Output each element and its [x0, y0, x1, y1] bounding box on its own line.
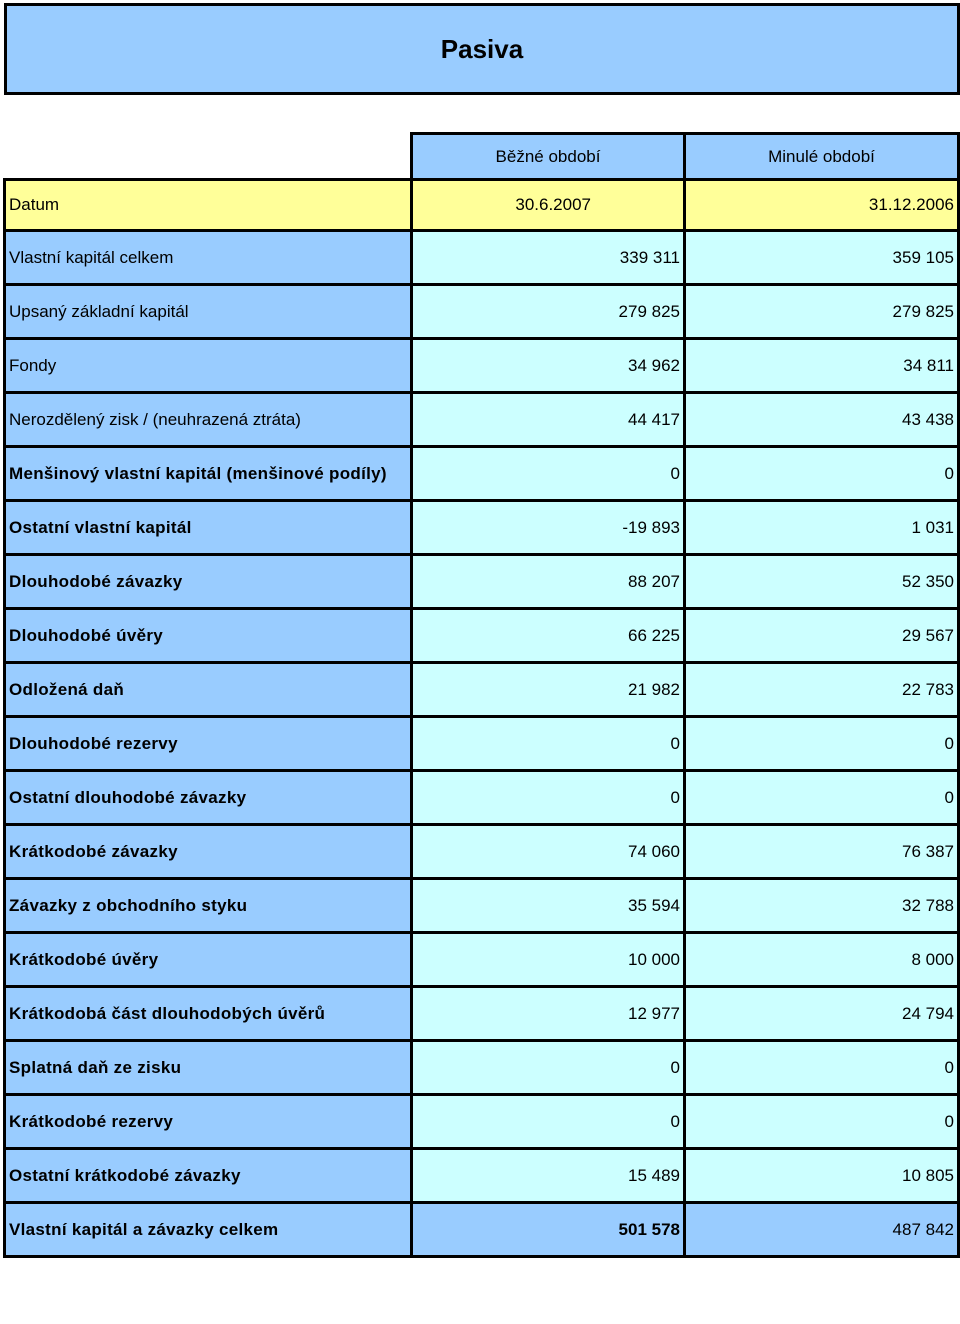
row-current-value: 21 982	[412, 663, 685, 717]
row-previous-value: 1 031	[685, 501, 959, 555]
table-row	[5, 1149, 959, 1203]
page-title: Pasiva	[4, 3, 960, 95]
row-label: Dlouhodobé závazky	[5, 555, 412, 609]
row-previous-value: 359 105	[685, 231, 959, 285]
row-label: Fondy	[5, 339, 412, 393]
balance-sheet-table	[3, 132, 960, 1258]
row-label: Nerozdělený zisk / (neuhrazená ztráta)	[5, 393, 412, 447]
total-row	[5, 1203, 959, 1257]
table-row	[5, 933, 959, 987]
date-label: Datum	[5, 180, 412, 231]
row-previous-value: 76 387	[685, 825, 959, 879]
row-previous-value: 279 825	[685, 285, 959, 339]
date-previous: 31.12.2006	[685, 180, 959, 231]
row-label: Ostatní dlouhodobé závazky	[5, 771, 412, 825]
table-row	[5, 987, 959, 1041]
row-previous-value: 43 438	[685, 393, 959, 447]
table-row	[5, 393, 959, 447]
row-current-value: 12 977	[412, 987, 685, 1041]
row-label: Menšinový vlastní kapitál (menšinové podíly)	[5, 447, 412, 501]
row-current-value: 0	[412, 771, 685, 825]
row-previous-value: 34 811	[685, 339, 959, 393]
table-row	[5, 555, 959, 609]
table-row	[5, 879, 959, 933]
row-current-value: 339 311	[412, 231, 685, 285]
row-label: Krátkodobé závazky	[5, 825, 412, 879]
header-current-period: Běžné období	[412, 134, 685, 180]
table-row	[5, 717, 959, 771]
row-current-value: 74 060	[412, 825, 685, 879]
table-row	[5, 231, 959, 285]
header-spacer	[5, 134, 412, 180]
table-row	[5, 501, 959, 555]
row-current-value: 34 962	[412, 339, 685, 393]
row-label: Dlouhodobé úvěry	[5, 609, 412, 663]
row-label: Ostatní krátkodobé závazky	[5, 1149, 412, 1203]
table-row	[5, 825, 959, 879]
row-current-value: 279 825	[412, 285, 685, 339]
row-current-value: -19 893	[412, 501, 685, 555]
row-label: Dlouhodobé rezervy	[5, 717, 412, 771]
row-label: Vlastní kapitál celkem	[5, 231, 412, 285]
row-current-value: 0	[412, 447, 685, 501]
table-row	[5, 1041, 959, 1095]
row-previous-value: 32 788	[685, 879, 959, 933]
row-previous-value: 24 794	[685, 987, 959, 1041]
table-row	[5, 285, 959, 339]
row-previous-value: 487 842	[685, 1203, 959, 1257]
row-previous-value: 8 000	[685, 933, 959, 987]
row-previous-value: 0	[685, 771, 959, 825]
table-row	[5, 339, 959, 393]
row-label: Vlastní kapitál a závazky celkem	[5, 1203, 412, 1257]
table-row	[5, 771, 959, 825]
table-row	[5, 447, 959, 501]
row-label: Ostatní vlastní kapitál	[5, 501, 412, 555]
row-current-value: 10 000	[412, 933, 685, 987]
row-previous-value: 0	[685, 447, 959, 501]
date-row	[5, 180, 959, 231]
row-label: Odložená daň	[5, 663, 412, 717]
row-label: Krátkodobé rezervy	[5, 1095, 412, 1149]
row-label: Krátkodobé úvěry	[5, 933, 412, 987]
row-previous-value: 0	[685, 717, 959, 771]
row-current-value: 0	[412, 1095, 685, 1149]
header-previous-period: Minulé období	[685, 134, 959, 180]
row-previous-value: 29 567	[685, 609, 959, 663]
column-header-row	[5, 134, 959, 180]
row-label: Krátkodobá část dlouhodobých úvěrů	[5, 987, 412, 1041]
table-row	[5, 609, 959, 663]
row-current-value: 66 225	[412, 609, 685, 663]
row-previous-value: 0	[685, 1041, 959, 1095]
row-current-value: 15 489	[412, 1149, 685, 1203]
row-current-value: 44 417	[412, 393, 685, 447]
row-label: Upsaný základní kapitál	[5, 285, 412, 339]
row-previous-value: 22 783	[685, 663, 959, 717]
row-previous-value: 0	[685, 1095, 959, 1149]
row-current-value: 88 207	[412, 555, 685, 609]
date-current: 30.6.2007	[412, 180, 685, 231]
row-current-value: 0	[412, 1041, 685, 1095]
row-previous-value: 52 350	[685, 555, 959, 609]
row-previous-value: 10 805	[685, 1149, 959, 1203]
table-row	[5, 1095, 959, 1149]
row-label: Splatná daň ze zisku	[5, 1041, 412, 1095]
row-current-value: 0	[412, 717, 685, 771]
row-current-value: 501 578	[412, 1203, 685, 1257]
row-current-value: 35 594	[412, 879, 685, 933]
table-row	[5, 663, 959, 717]
row-label: Závazky z obchodního styku	[5, 879, 412, 933]
